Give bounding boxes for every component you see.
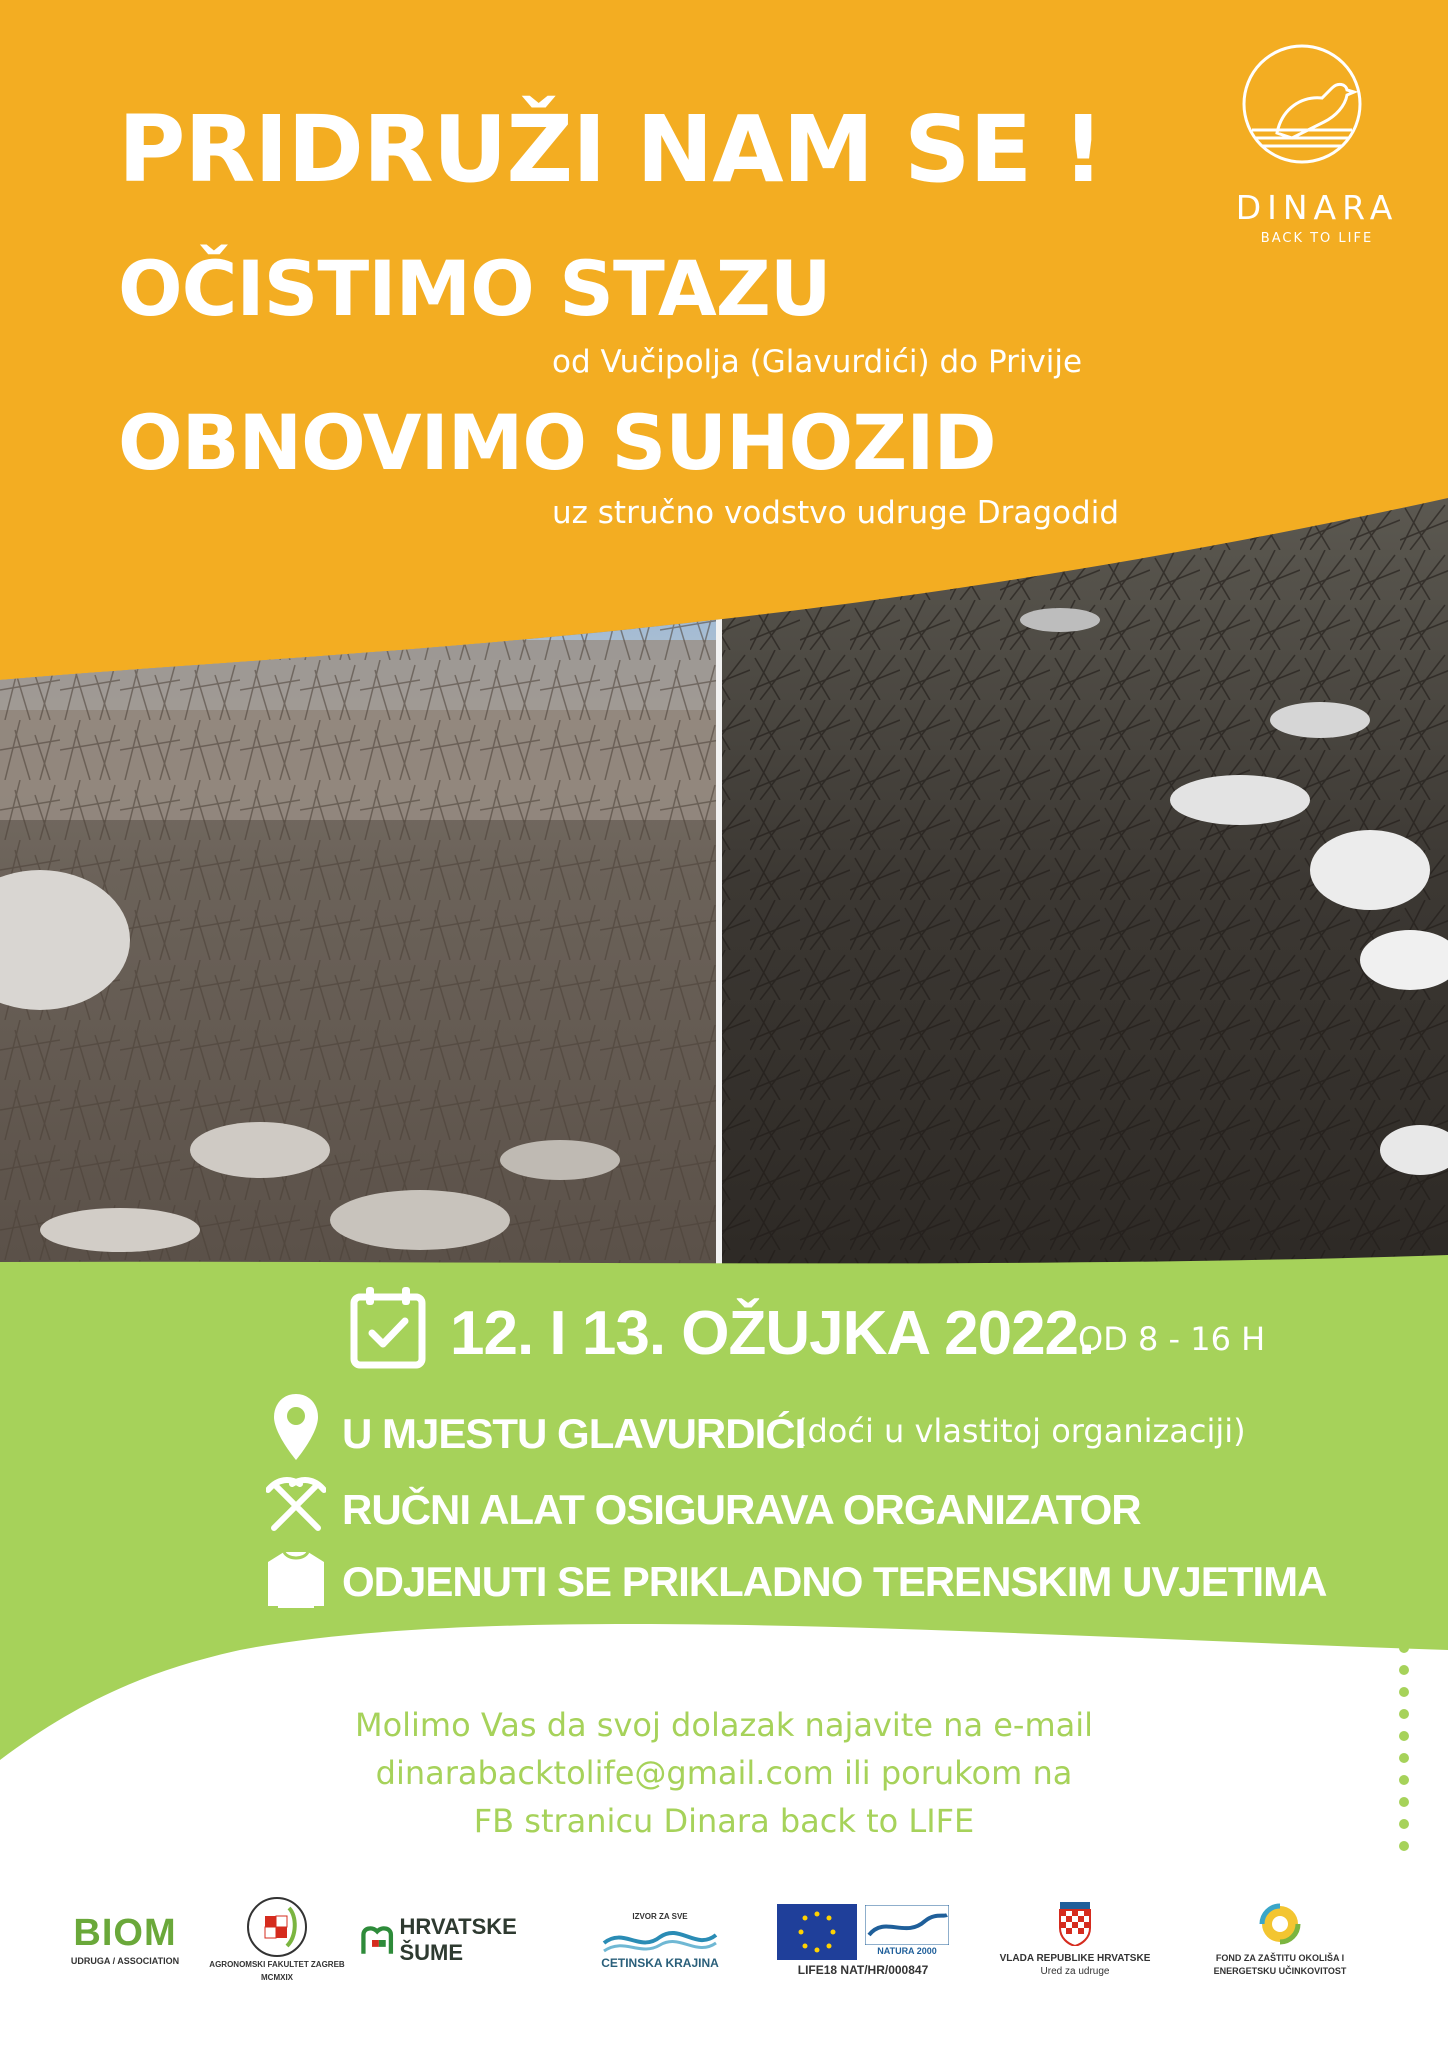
vlada-subcaption: Ured za udruge (1040, 1966, 1110, 1977)
life-project-code: LIFE18 NAT/HR/000847 (797, 1962, 929, 1977)
sponsor-fond (1190, 1895, 1370, 1985)
tools-info: RUČNI ALAT OSIGURAVA ORGANIZATOR (342, 1486, 1141, 1533)
biom-logo: BIOM (73, 1912, 177, 1954)
cetinska-name: CETINSKA KRAJINA (601, 1956, 719, 1970)
guidance-note: uz stručno vodstvo udruge Dragodid (552, 495, 1119, 531)
sponsor-biom (60, 1895, 190, 1985)
logo-name: DINARA (1235, 188, 1399, 227)
info-band (0, 1180, 1448, 1780)
logo-tagline: BACK TO LIFE (1260, 231, 1374, 246)
fond-caption: FOND ZA ZAŠTITU OKOLIŠA I (1215, 1953, 1345, 1963)
jacket-icon (264, 1548, 328, 1612)
headline-clean-trail: OČISTIMO STAZU (118, 244, 831, 333)
dinara-logo (1232, 38, 1402, 268)
clothing-info: ODJENUTI SE PRIKLADNO TERENSKIM UVJETIMA (342, 1558, 1327, 1605)
place-note: (doći u vlastitoj organizaciji) (795, 1412, 1246, 1450)
natura-caption: NATURA 2000 (877, 1946, 937, 1956)
headline-join: PRIDRUŽI NAM SE ! (118, 96, 1104, 203)
dotted-decoration (1398, 1640, 1410, 1860)
agronomski-year: MCMXIX (261, 1973, 293, 1982)
contact-line-2: dinarabacktolife@gmail.com ili porukom na (375, 1754, 1073, 1792)
sponsor-hrvatske-sume (360, 1895, 560, 1985)
hrvatske-sume-icon (360, 1920, 399, 1960)
hrvatske-sume-logo: HRVATSKE ŠUME (399, 1914, 517, 1965)
agronomski-caption: AGRONOMSKI FAKULTET ZAGREB (209, 1960, 345, 1969)
contact-line-3: FB stranicu Dinara back to LIFE (473, 1802, 975, 1840)
event-date: 12. I 13. OŽUJKA 2022. (450, 1299, 1095, 1368)
sponsor-agronomski (209, 1895, 345, 1985)
headline-restore-wall: OBNOVIMO SUHOZID (118, 398, 996, 487)
fond-subcaption: ENERGETSKU UČINKOVITOST (1213, 1966, 1347, 1976)
sponsor-life-natura (768, 1895, 958, 1985)
sponsor-vlada (985, 1895, 1165, 1985)
agronomski-seal-icon (227, 1896, 327, 1958)
event-time: OD 8 - 16 H (1078, 1320, 1266, 1358)
contact-line-1: Molimo Vas da svoj dolazak najavite na e-mail (354, 1706, 1094, 1744)
eu-flag-icon (777, 1904, 857, 1960)
pickaxe-icon (266, 1476, 326, 1534)
cetinska-wave-icon (600, 1923, 720, 1957)
biom-caption: UDRUGA / ASSOCIATION (70, 1956, 180, 1966)
event-place: U MJESTU GLAVURDIĆI (342, 1410, 806, 1457)
calendar-icon (350, 1285, 426, 1369)
bird-icon (1232, 38, 1402, 178)
vlada-caption: VLADA REPUBLIKE HRVATSKE (999, 1953, 1151, 1964)
location-pin-icon (272, 1392, 320, 1462)
sponsor-cetinska-krajina (585, 1895, 735, 1985)
croatian-coat-of-arms-icon (1058, 1902, 1092, 1946)
fond-sun-icon (1256, 1902, 1304, 1946)
cetinska-top: IZVOR ZA SVE (632, 1912, 688, 1921)
trail-route: od Vučipolja (Glavurdići) do Privije (552, 344, 1083, 380)
natura-icon (865, 1905, 949, 1945)
